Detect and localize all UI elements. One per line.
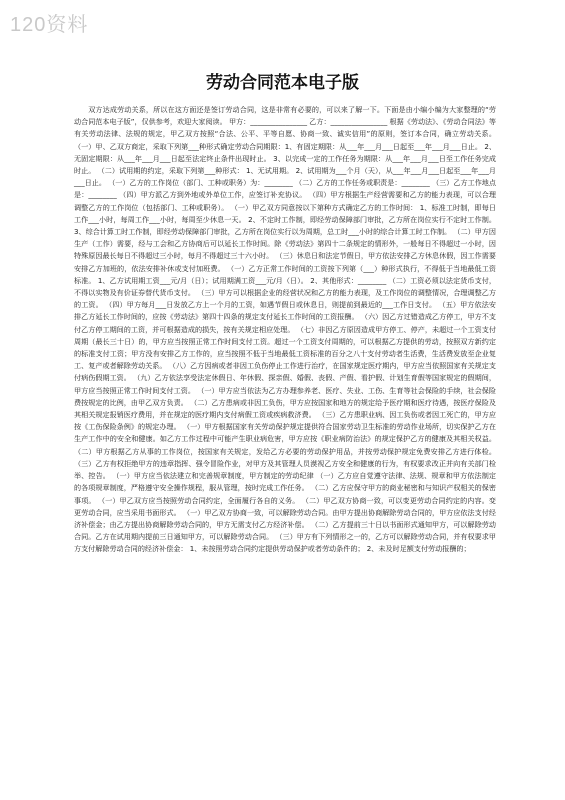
page-title: 劳动合同范本电子版 [206,73,359,93]
document-body [74,104,496,556]
watermark: 120资料 [10,14,89,36]
body-paragraph: 双方达成劳动关系，所以在这方面还是签订劳动合同，这是非常有必要的，可以来了解一下。下面是由小编小编为大家整理的“劳动合同范本电子版”，仅供参考，欢迎大家阅读。 甲方：________________ 乙方：________________ 根据《劳动法》、《劳动合同法》等有关劳动法律、法规的规定，甲乙双方按照“合法、公平、平等自愿、协商一致、诚实信用”的原则，签订本合同，确立劳动关系。 （一）甲、乙双方商定，采取下列第___种形式确定劳动合同期限：1、有固定期限：从___年___月___日起至___年___月___日止。 2、无固定期限：从___年___月___日起至法定终止条件出现时止。 3、以完成一定的工作任务为期限：从___年___月___日至工作任务完成时止。 （二）试用期的约定，采取下列第___种形式： 1、无试用期。 2、试用期为___个月（天），从___年___月___日起至___年___月___日止。 （一）乙方的工作岗位（部门、工种或职务）为：________ （二）乙方的工作任务或职责是：________ （三）乙方工作地点是：________ （四）甲方派乙方到外地或外单位工作，应签订补充协议。 （四）甲方根据生产经营需要和乙方的能力表现，可以合理调整乙方的工作岗位（包括部门、工种或职务）。 （一）甲乙双方同意按以下第种方式确定乙方的工作时间： 1、标准工时制，即每日工作___小时，每周工作___小时，每周至少休息一天。 2、不定时工作制，即经劳动保障部门审批，乙方所在岗位实行不定时工作制。 3、综合计算工时工作制，即经劳动保障部门审批，乙方所在岗位实行以为周期，总工时___小时的综合计算工时工作制。 （二）甲方因生产（工作）需要，经与工会和乙方协商后可以延长工作时间。除《劳动法》第四十二条规定的情形外，一般每日不得超过一小时，因特殊原因最长每日不得超过三小时，每月不得超过三十六小时。 （三）休息日和法定节假日，甲方依法安排乙方休息休假，因工作需要安排乙方加班的，依法安排补休或支付加班费。 （一）乙方正常工作时间的工资按下列第（___）种形式执行，不得低于当地最低工资标准。 1、乙方试用期工资___元/月（日）；试用期满工资___元/月（日）。 2、其他形式：________ （二）工资必须以法定货币支付，不得以实物及有价证券替代货币支付。 （三）甲方可以根据企业的经营状况和乙方的能力表现，及工作岗位的调整情况，合理调整乙方的工资。 （四）甲方每月___日发放乙方上一个月的工资，如遇节假日或休息日，则提前到最近的___工作日支付。 （五）甲方依法安排乙方延长工作时间的，应按《劳动法》第四十四条的规定支付延长工作时间的工资报酬。 （六）因乙方过错造成乙方停工，甲方不支付乙方停工期间的工资，并可根据造成的损失，按有关规定相应处理。 （七）非因乙方原因造成甲方停工、停产，未超过一个工资支付周期（最长三十日）的，甲方应当按照正常工作时间支付工资。超过一个工资支付周期的，可以根据乙方提供的劳动，按照双方新约定的标准支付工资；甲方没有安排乙方工作的，应当按照不低于当地最低工资标准的百分之八十支付劳动者生活费，生活费发放至企业复工、复产或者解除劳动关系。 （八）乙方因病或者非因工负伤停止工作进行治疗，在国家规定医疗期内，甲方应当依照国家有关规定支付病伤假期工资。 （九）乙方依法享受法定休假日、年休假、探亲假、婚假、丧假、产假、看护假、计划生育假等国家规定的假期间，甲方应当按照正常工作时间支付工资。 （一）甲方应当依法为乙方办理参养老、医疗、失业、工伤、生育等社会保险的手续，社会保险费按规定的比例，由甲乙双方负责。 （二）乙方患病或非因工负伤，甲方应按国家和地方的规定给予医疗期和医疗待遇，按医疗保险及其相关规定报销医疗费用，并在规定的医疗期内支付病假工资或疾病救济费。 （三）乙方患职业病、因工负伤或者因工死亡的，甲方应按《工伤保险条例》的规定办理。 （一）甲方根据国家有关劳动保护规定提供符合国家劳动卫生标准的劳动作业场所，切实保护乙方在生产工作中的安全和健康。如乙方工作过程中可能产生职业病危害，甲方应按《职业病防治法》的规定保护乙方的健康及其相关权益。 （二）甲方根据乙方从事的工作岗位，按国家有关规定，发给乙方必要的劳动保护用品，并按劳动保护规定免费安排乙方进行体检。 （三）乙方有权拒绝甲方的违章指挥、强令冒险作业，对甲方及其管理人员漠视乙方安全和健康的行为，有权要求改正并向有关部门检举、控告。 （一）甲方应当依法建立和完善规章制度，甲方制定的劳动纪律 （一）乙方应自觉遵守法律、法规、规章和甲方依法制定的各项规章制度，严格遵守安全操作规程，服从管理，按时完成工作任务。 （二）乙方应保守甲方的商业秘密和与知识产权相关的保密事项。 （一）甲乙双方应当按照劳动合同约定，全面履行各自的义务。 （二）甲乙双方协商一致，可以变更劳动合同约定的内容。变更劳动合同，应当采用书面形式。 （一）甲乙双方协商一致，可以解除劳动合同。由甲方提出协商解除劳动合同的，甲方应依法支付经济补偿金；由乙方提出协商解除劳动合同的，甲方无需支付乙方经济补偿。 （二）乙方提前三十日以书面形式通知甲方，可以解除劳动合同。乙方在试用期内提前三日通知甲方，可以解除劳动合同。 （三）甲方有下列情形之一的，乙方可以解除劳动合同，并有权要求甲方支付解除劳动合同的经济补偿金： 1、未按照劳动合同约定提供劳动保护或者劳动条件的； 2、未及时足额支付劳动报酬的； [74,105,496,554]
